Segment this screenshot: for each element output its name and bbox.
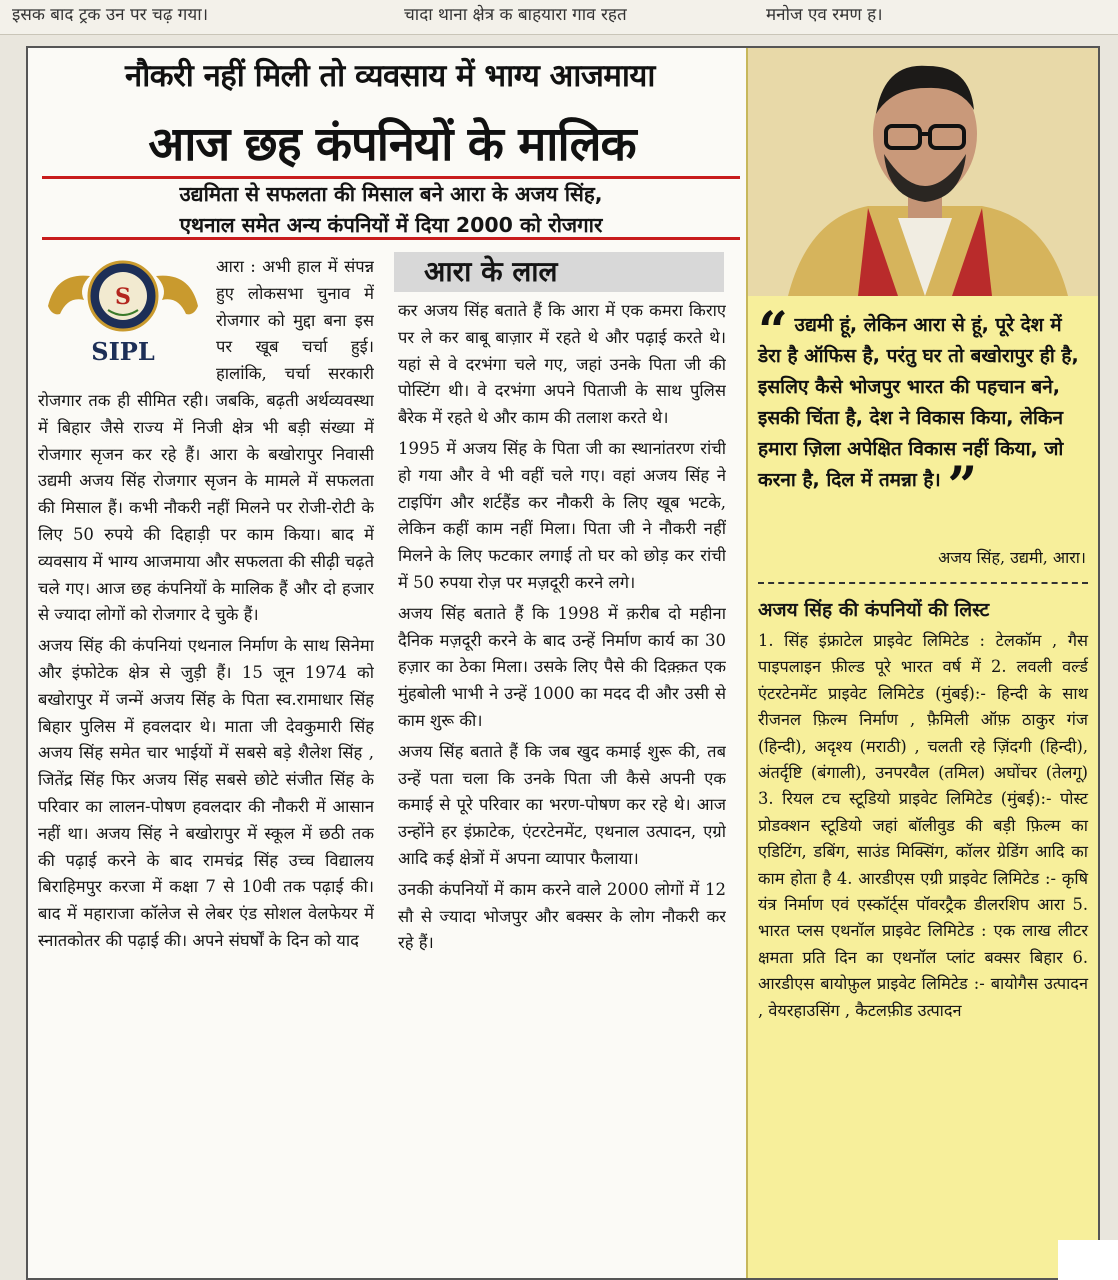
subtitle-line-2: एथनाल समेत अन्य कंपनियों में दिया 2000 को रोजगार <box>179 213 603 237</box>
newspaper-article <box>26 46 1100 1280</box>
col2-para-5: उनकी कंपनियों में काम करने वाले 2000 लोगों में 12 सौ से ज्यादा भोजपुर और बक्सर के लोग नौकरी कर रहे हैं। <box>398 879 726 953</box>
strip-text-right: मनोज एव रमण ह। <box>766 5 883 25</box>
company-list-body: 1. सिंह इंफ्राटेल प्राइवेट लिमिटेड : टेलकॉम , गैस पाइपलाइन फ़ील्ड पूरे भारत वर्ष में 2. लवली वर्ल्ड एंटरटेनमेंट प्राइवेट लिमिटेड (मुंबई):- हिन्दी के साथ रीजनल फ़िल्म निर्माण , फ़ैमिली ऑफ़ ठाकुर गंज (हिन्दी), अदृश्य (मराठी) , चलती रहे ज़िंदगी (हिन्दी), अंतर्दृष्टि (बंगाली), उनपरवैल (तमिल) अघोंचर (तेलगू) 3. रियल टच स्टूडियो प्राइवेट लिमिटेड (मुंबई):- पोस्ट प्रोडक्शन स्टूडियो जहां बॉलीवुड की बड़ी फ़िल्म का एडिटिंग, डबिंग, साउंड मिक्सिंग, कॉलर ग्रेडिंग आदि का काम होता है 4. आरडीएस एग्री प्राइवेट लिमिटेड :- कृषि यंत्र निर्माण एवं एस्कॉर्ट्स पॉवरट्रैक डीलरशिप आरा 5. भारत प्लस एथनॉल प्राइवेट लिमिटेड : एक लाख लीटर क्षमता प्रति दिन का एथनॉल प्लांट बक्सर बिहार 6. आरडीएस बायोफ़ुल प्राइवेट लिमिटेड :- बायोगैस उत्पादन , वेयरहाउसिंग , कैटलफ़ीड उत्पादन <box>758 631 1088 1020</box>
subtitle-line-1: उद्यमिता से सफलता की मिसाल बने आरा के अजय सिंह, <box>179 182 603 206</box>
company-list-heading: अजय सिंह की कंपनियों की लिस्ट <box>758 599 990 621</box>
logo-text: SIPL <box>91 337 155 366</box>
strip-text-left: इसक बाद ट्रक उन पर चढ़ गया। <box>12 5 209 25</box>
article-column-2 <box>398 298 726 1274</box>
dashed-divider <box>758 582 1088 584</box>
close-quote-icon: ” <box>947 456 978 517</box>
headline-main: आज छह कंपनियों के मालिक <box>148 117 636 172</box>
headline-kicker: नौकरी नहीं मिली तो व्यवसाय में भाग्य आजमाया <box>125 58 655 94</box>
previous-page-strip <box>0 0 1118 35</box>
open-quote-icon: “ <box>758 301 788 362</box>
headline-subtitle <box>42 176 740 240</box>
quote-block <box>758 301 1086 517</box>
strip-text-middle: चादा थाना क्षेत्र क बाहयारा गाव रहत <box>404 5 627 25</box>
col1-para-2: अजय सिंह की कंपनियां एथनाल निर्माण के साथ सिनेमा और इंफोटेक क्षेत्र से जुड़ी हैं। 15 जून 1974 को बखोरापुर में जन्में अजय सिंह के पिता स्व.रामाधार सिंह बिहार पुलिस में हवलदार थे। माता जी देवकुमारी सिंह अजय सिंह समेत चार भाईयों में सबसे बड़े शैलेश सिंह , जितेंद्र सिंह फिर अजय सिंह सबसे छोटे संजीत सिंह के परिवार का लालन-पोषण हवलदार की नौकरी में आसान नहीं था। अजय सिंह ने बखोरापुर में स्कूल में छठी तक की पढ़ाई करने के बाद रामचंद्र सिंह उच्च विद्यालय बिराहिमपुर करजा में कक्षा 7 से 10वी तक पढ़ाई की। बाद में महाराजा कॉलेज से लेबर एंड सोशल वेलफेयर में स्नातकोतर की पढ़ाई की। अपने संघर्षों के दिन को याद <box>38 636 374 950</box>
col2-para-3: अजय सिंह बताते हैं कि 1998 में क़रीब दो महीना दैनिक मज़दूरी करने के बाद उन्हें निर्माण कार्य का 30 हज़ार का ठेका मिला। उसके लिए पैसे की दिक़्क़त एक मुंहबोली भाभी ने उन्हें 1000 का मदद दी और उसी से काम शुरू की। <box>398 603 726 730</box>
sidebar <box>746 48 1100 1280</box>
quote-credit: अजय सिंह, उद्यमी, आरा। <box>938 548 1086 567</box>
col2-para-1: कर अजय सिंह बताते हैं कि आरा में एक कमरा किराए पर ले कर बाबू बाज़ार में रहते थे और पढ़ाई करते थे। यहां से वे दरभंगा चले गए, जहां उनके पिता जी की पोस्टिंग थी। वे दरभंगा अपने पिताजी के साथ पुलिस बैरेक में रहते थे और काम की तलाश करते थे। <box>398 301 726 428</box>
article-column-1 <box>38 254 374 1274</box>
page-corner <box>1058 1240 1118 1280</box>
sipl-logo <box>38 254 208 366</box>
person-portrait-icon <box>748 48 1100 296</box>
col1-para-1: आरा : अभी हाल में संपन्न हुए लोकसभा चुनाव में रोजगार को मुद्दा बना इस पर खूब चर्चा हुई। हालांकि, चर्चा सरकारी रोजगार तक ही सीमित रही। जबकि, बढ़ती अर्थव्यवस्था में बिहार जैसे राज्य में निजी क्षेत्र भी बड़ी संख्या में रोजगार सृजन कर रहे हैं। आरा के बखोरापुर निवासी उद्यमी अजय सिंह रोजगार सृजन के मामले में सफलता की मिसाल हैं। कभी नौकरी नहीं मिलने पर रोजी-रोटी के लिए 50 रुपये की दिहाड़ी पर काम किया। बाद में व्यवसाय में भाग्य आजमाया और सफलता की सीढ़ी चढ़ते चले गए। आज छह कंपनियों के मालिक हैं और दो हजार से ज्यादा लोगों को रोजगार दे चुके हैं। <box>38 257 374 625</box>
section-kicker: आरा के लाल <box>394 252 724 292</box>
col2-para-4: अजय सिंह बताते हैं कि जब खुद कमाई शुरू की, तब उन्हें पता चला कि उनके पिता जी कैसे अपनी एक कमाई से पूरे परिवार का भरण-पोषण कर रहे थे। आज उन्होंने हर इंफ्राटेक, एंटरटेनमेंट, एथनाल उत्पादन, एग्रो आदि कई क्षेत्रों में अपना व्यापार फैलाया। <box>398 741 726 868</box>
portrait-photo <box>748 48 1100 296</box>
sipl-logo-icon <box>38 254 208 366</box>
svg-text:S: S <box>115 284 131 310</box>
col2-para-2: 1995 में अजय सिंह के पिता जी का स्थानांतरण रांची हो गया और वे भी वहीं चले गए। वहां अजय सिंह ने टाइपिंग और शर्टहैंड कर नौकरी के लिए खूब भटके, लेकिन कहीं काम नहीं मिला। पिता जी ने नौकरी नहीं मिलने के लिए फटकार लगाई तो घर को छोड़ कर रांची में 50 रुपया रोज़ पर मज़दूरी करने लगे। <box>398 438 726 592</box>
quote-text: उद्यमी हूं, लेकिन आरा से हूं, पूरे देश में डेरा है ऑफिस है, परंतु घर तो बखोरापुर ही है, इसलिए कैसे भोजपुर भारत की पहचान बने, इसकी चिंता है, देश ने विकास किया, लेकिन हमारा ज़िला अपेक्षित विकास नहीं किया, जो करना है, दिल में तमन्ना है। <box>758 314 1079 491</box>
